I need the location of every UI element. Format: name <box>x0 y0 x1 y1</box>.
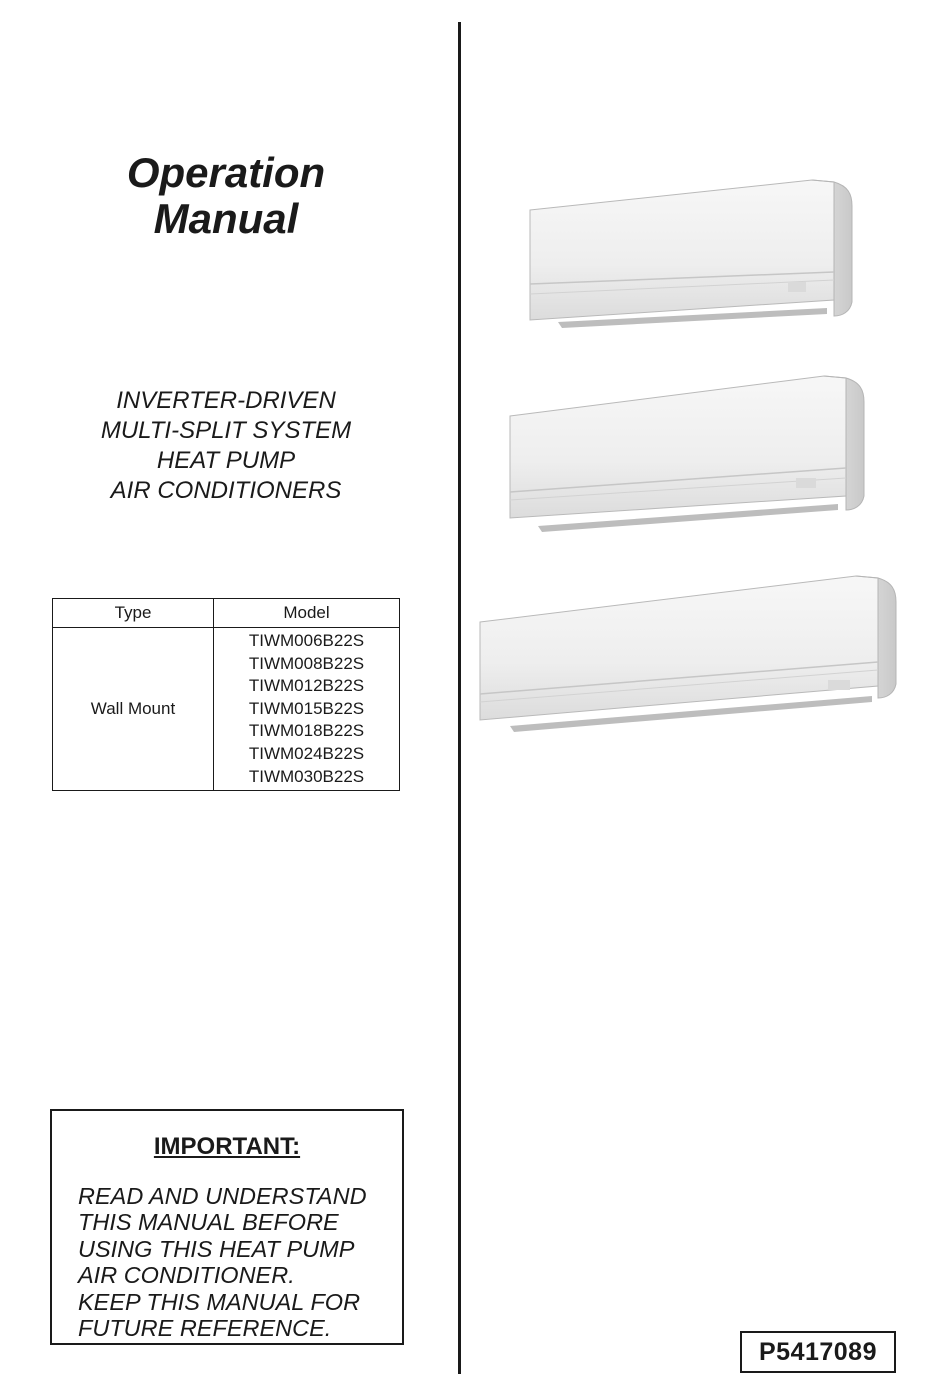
model-number: TIWM015B22S <box>248 698 365 718</box>
model-number: TIWM030B22S <box>248 766 365 786</box>
wall-mount-unit-large-image <box>474 570 904 740</box>
product-description <box>50 386 402 506</box>
important-heading: IMPORTANT: <box>153 1133 301 1160</box>
notice-line: READ AND UNDERSTAND <box>78 1183 367 1209</box>
type-column-header: Type <box>53 599 214 628</box>
model-column-header: Model <box>214 599 400 628</box>
notice-line: KEEP THIS MANUAL FOR <box>78 1288 361 1315</box>
subtitle-line: MULTI-SPLIT SYSTEM <box>100 417 352 444</box>
table-row <box>53 628 400 791</box>
subtitle-line: HEAT PUMP <box>156 447 296 474</box>
table-header-row <box>53 599 400 628</box>
notice-line: THIS MANUAL BEFORE <box>78 1209 339 1236</box>
important-text <box>78 1183 367 1341</box>
important-notice-box <box>50 1109 404 1345</box>
title-line-1: Operation <box>126 149 326 196</box>
type-cell: Wall Mount <box>53 628 214 791</box>
document-code: P5417089 <box>740 1331 896 1373</box>
column-divider <box>458 22 461 1374</box>
model-number: TIWM006B22S <box>248 631 365 650</box>
wall-mount-unit-medium-image <box>504 368 874 540</box>
model-number: TIWM018B22S <box>248 721 365 741</box>
notice-line: FUTURE REFERENCE. <box>78 1315 332 1342</box>
model-number: TIWM008B22S <box>248 653 365 673</box>
notice-line: AIR CONDITIONER. <box>78 1262 295 1289</box>
model-number: TIWM012B22S <box>248 676 365 696</box>
model-number: TIWM024B22S <box>248 743 365 763</box>
subtitle-line: AIR CONDITIONERS <box>110 477 342 504</box>
document-title <box>50 150 402 242</box>
model-table <box>52 598 400 791</box>
title-line-2: Manual <box>153 195 299 242</box>
model-list-cell <box>214 628 400 791</box>
subtitle-line: INVERTER-DRIVEN <box>116 387 336 414</box>
notice-line: USING THIS HEAT PUMP <box>78 1235 355 1262</box>
wall-mount-unit-small-image <box>522 172 862 342</box>
